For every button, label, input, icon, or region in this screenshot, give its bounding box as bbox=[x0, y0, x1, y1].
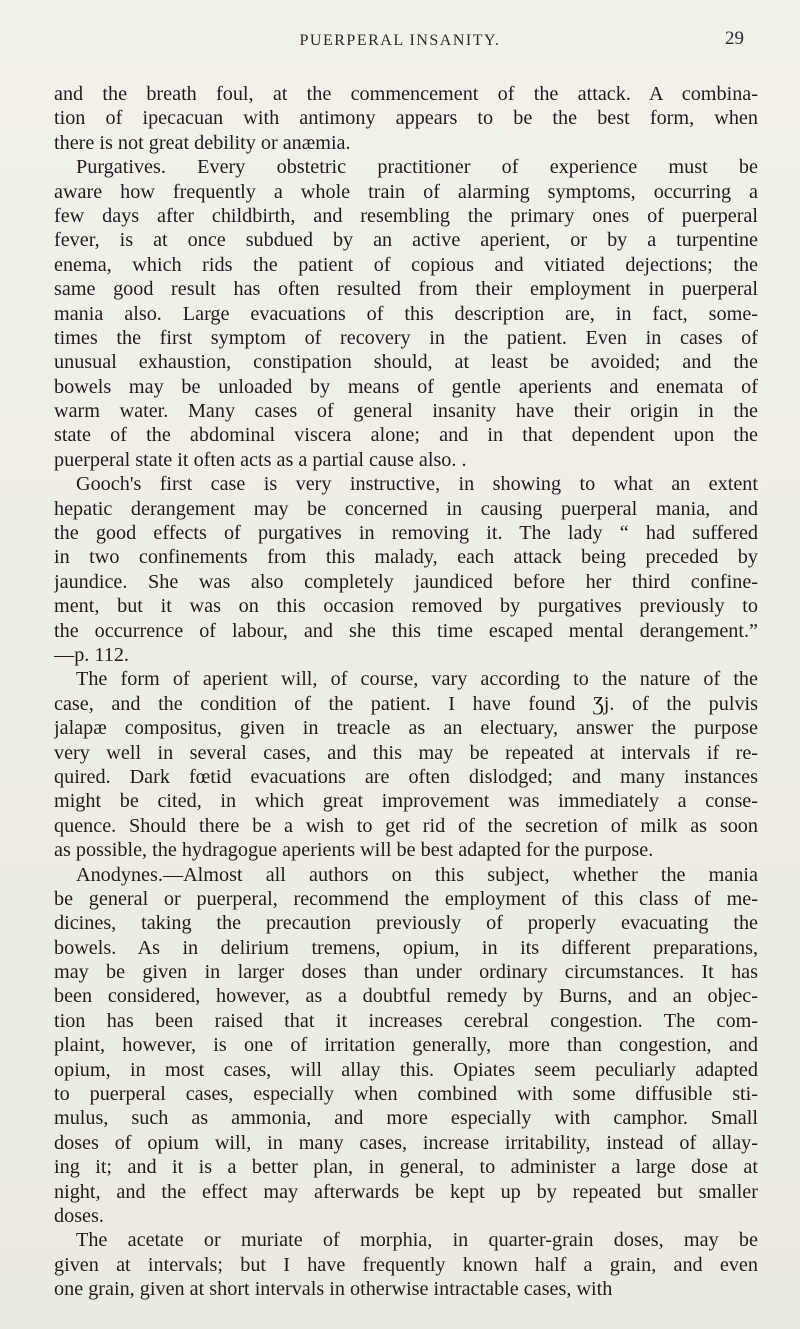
text-line: few days after childbirth, and resembling the primary ones of puerperal bbox=[54, 204, 758, 227]
text-line: The form of aperient will, of course, vary according to the nature of the bbox=[76, 668, 758, 691]
text-line: state of the abdominal viscera alone; and in that dependent upon the bbox=[54, 424, 758, 447]
text-line: the occurrence of labour, and she this time escaped mental derangement.” bbox=[54, 619, 758, 642]
text-line: —p. 112. bbox=[54, 643, 129, 666]
text-line: ing it; and it is a better plan, in general, to administer a large dose at bbox=[54, 1156, 758, 1179]
text-line: Purgatives. Every obstetric practitioner of experience must be bbox=[76, 156, 758, 179]
text-line: tion of ipecacuan with antimony appears to be the best form, when bbox=[54, 107, 758, 130]
text-line: same good result has often resulted from their employment in puerperal bbox=[54, 278, 758, 301]
text-line: The acetate or muriate of morphia, in quarter-grain doses, may be bbox=[76, 1229, 758, 1252]
text-line: jaundice. She was also completely jaundiced before her third confine- bbox=[54, 570, 758, 593]
text-line: in two confinements from this malady, each attack being preceded by bbox=[54, 546, 758, 569]
text-line: to puerperal cases, especially when combined with some diffusible sti- bbox=[54, 1083, 758, 1106]
text-line: warm water. Many cases of general insanity have their origin in the bbox=[54, 400, 758, 423]
text-line: hepatic derangement may be concerned in causing puerperal mania, and bbox=[54, 497, 758, 520]
text-line: aware how frequently a whole train of alarming symptoms, occurring a bbox=[54, 180, 758, 203]
text-line: may be given in larger doses than under ordinary circumstances. It has bbox=[54, 961, 758, 984]
text-line: and the breath foul, at the commencement of the attack. A combina- bbox=[54, 83, 758, 105]
running-title: PUERPERAL INSANITY. bbox=[299, 32, 501, 49]
text-line: doses of opium will, in many cases, increase irritability, instead of allay- bbox=[54, 1131, 758, 1154]
text-line: enema, which rids the patient of copious and vitiated dejections; the bbox=[54, 253, 758, 276]
text-line: given at intervals; but I have frequently known half a grain, and even bbox=[54, 1253, 758, 1276]
body-text bbox=[54, 82, 758, 1302]
text-line: ment, but it was on this occasion removed by purgatives previously to bbox=[54, 595, 758, 618]
text-line: mania also. Large evacuations of this description are, in fact, some- bbox=[54, 302, 758, 325]
text-line: opium, in most cases, will allay this. Opiates seem peculiarly adapted bbox=[54, 1058, 758, 1081]
text-line: puerperal state it often acts as a partial cause also. . bbox=[54, 448, 467, 471]
running-header bbox=[0, 26, 800, 56]
text-line: be general or puerperal, recommend the employment of this class of me- bbox=[54, 887, 758, 910]
text-line: bowels may be unloaded by means of gentle aperients and enemata of bbox=[54, 375, 758, 398]
page-number: 29 bbox=[725, 28, 744, 49]
text-line: very well in several cases, and this may be repeated at intervals if re- bbox=[54, 741, 758, 764]
text-line: quired. Dark fœtid evacuations are often dislodged; and many instances bbox=[54, 765, 758, 788]
text-line: as possible, the hydragogue aperients will be best adapted for the purpose. bbox=[54, 839, 654, 862]
text-line: one grain, given at short intervals in otherwise intractable cases, with bbox=[54, 1278, 613, 1301]
text-line: plaint, however, is one of irritation generally, more than congestion, and bbox=[54, 1034, 758, 1057]
text-line: mulus, such as ammonia, and more especially with camphor. Small bbox=[54, 1107, 758, 1130]
text-line: times the first symptom of recovery in the patient. Even in cases of bbox=[54, 326, 758, 349]
text-line: bowels. As in delirium tremens, opium, in its different preparations, bbox=[54, 936, 758, 959]
text-line: been considered, however, as a doubtful remedy by Burns, and an objec- bbox=[54, 985, 758, 1008]
text-line: there is not great debility or anæmia. bbox=[54, 131, 351, 154]
text-line: might be cited, in which great improvement was immediately a conse- bbox=[54, 790, 758, 813]
text-line: Anodynes.—Almost all authors on this subject, whether the mania bbox=[76, 863, 758, 886]
text-line: the good effects of purgatives in removing it. The lady “ had suffered bbox=[54, 522, 758, 545]
text-line: jalapæ compositus, given in treacle as an electuary, answer the purpose bbox=[54, 717, 758, 740]
text-line: night, and the effect may afterwards be kept up by repeated but smaller bbox=[54, 1180, 758, 1203]
text-line: fever, is at once subdued by an active aperient, or by a turpentine bbox=[54, 229, 758, 252]
text-line: tion has been raised that it increases cerebral congestion. The com- bbox=[54, 1009, 758, 1032]
text-line: quence. Should there be a wish to get rid of the secretion of milk as soon bbox=[54, 814, 758, 837]
text-line: case, and the condition of the patient. I have found Ʒj. of the pulvis bbox=[54, 692, 758, 715]
text-line: unusual exhaustion, constipation should, at least be avoided; and the bbox=[54, 351, 758, 374]
text-line: doses. bbox=[54, 1204, 104, 1227]
text-line: Gooch's first case is very instructive, in showing to what an extent bbox=[76, 473, 758, 496]
text-line: dicines, taking the precaution previously of properly evacuating the bbox=[54, 912, 758, 935]
